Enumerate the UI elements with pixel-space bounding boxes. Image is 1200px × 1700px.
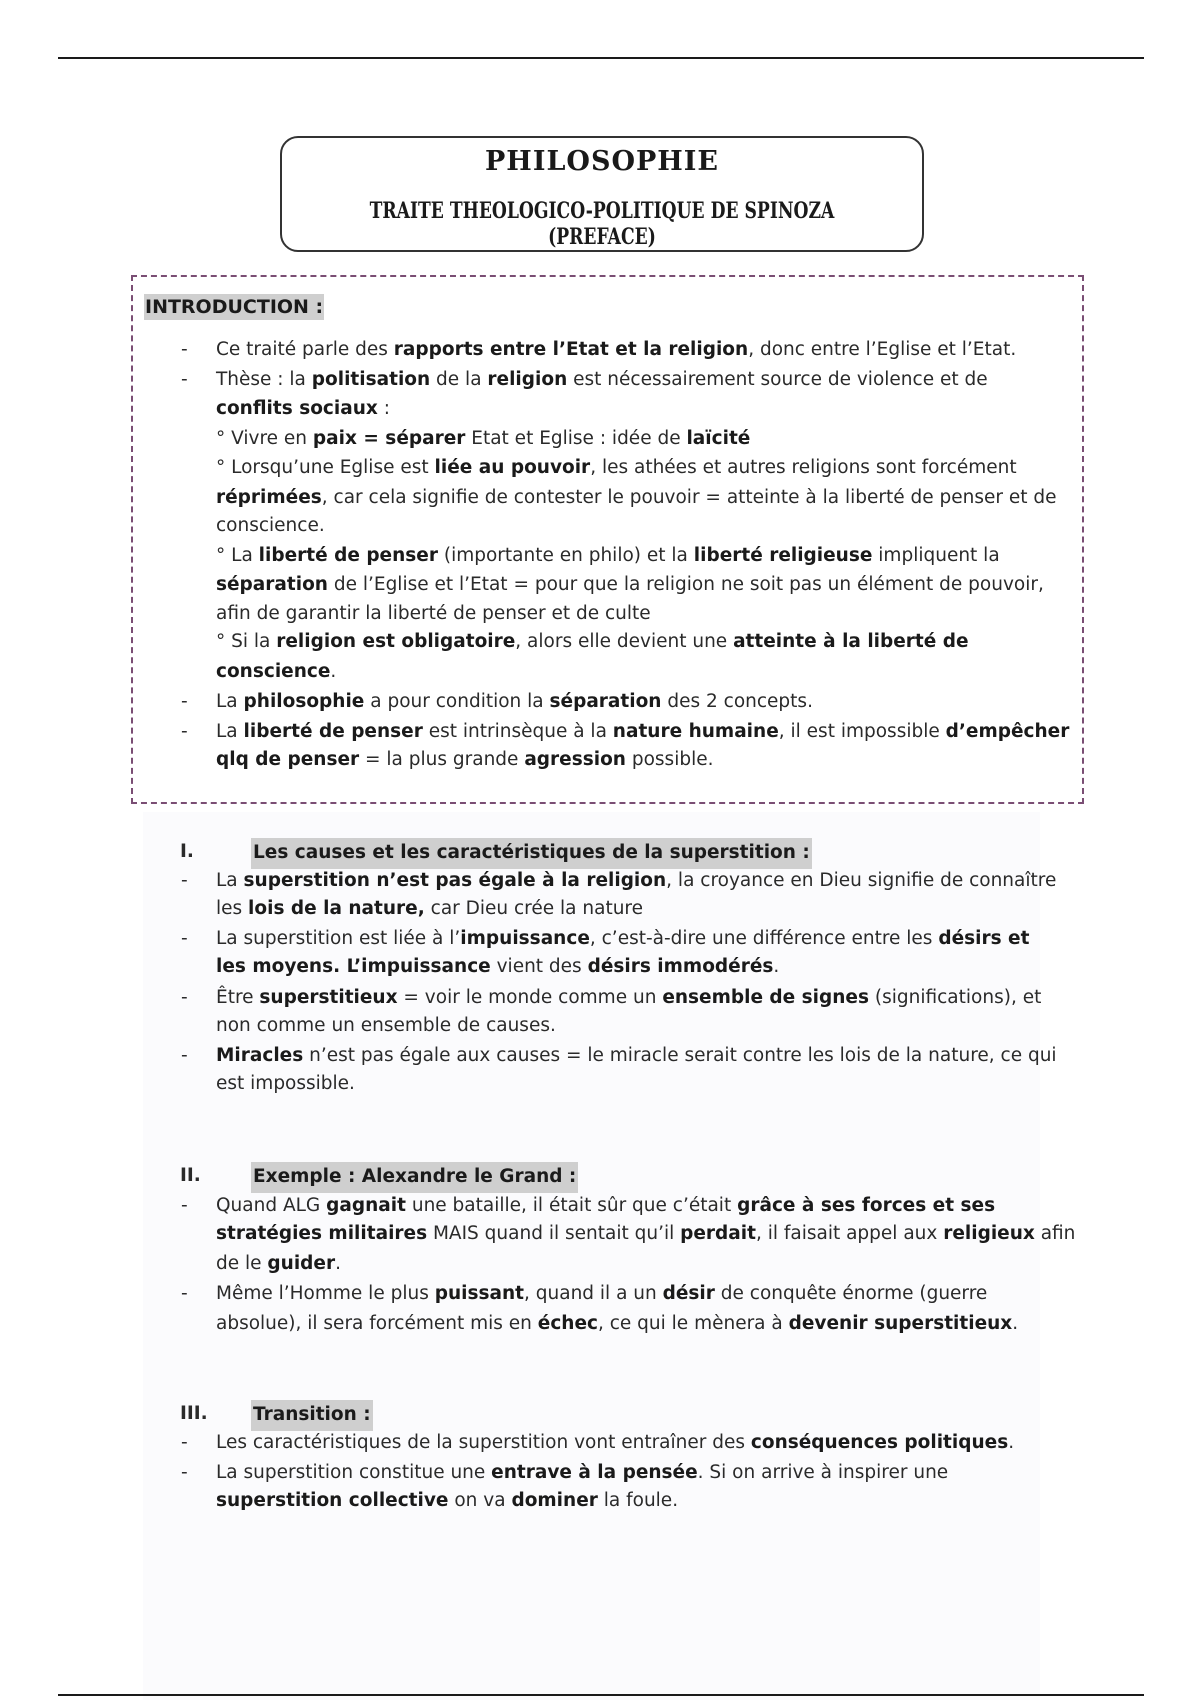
section-title: Exemple : Alexandre le Grand : bbox=[251, 1162, 578, 1193]
text: la foule. bbox=[597, 1490, 679, 1511]
bold-text: religion bbox=[487, 369, 568, 390]
text: afin bbox=[1034, 1223, 1076, 1244]
bold-text: ensemble de signes bbox=[662, 987, 869, 1008]
bold-text: désirs et bbox=[938, 928, 1030, 949]
section-numeral: I. bbox=[180, 841, 194, 862]
section-line bbox=[216, 1220, 1075, 1249]
intro-line bbox=[216, 658, 336, 687]
text: des 2 concepts. bbox=[661, 691, 813, 712]
section-line bbox=[216, 1250, 341, 1279]
text: Quand ALG bbox=[216, 1195, 327, 1216]
text: MAIS quand il sentait qu’il bbox=[427, 1223, 681, 1244]
bullet: - bbox=[181, 1195, 188, 1216]
bullet: - bbox=[181, 1045, 188, 1066]
section-line bbox=[216, 984, 1041, 1013]
bullet: - bbox=[181, 691, 188, 712]
text: Ce traité parle des bbox=[216, 339, 394, 360]
section-line bbox=[216, 1042, 1057, 1071]
text: n’est pas égale aux causes = le miracle serait contre les lois de la nature, ce qui bbox=[303, 1045, 1057, 1066]
bold-text: conséquences politiques bbox=[750, 1432, 1009, 1453]
text: a pour condition la bbox=[364, 691, 550, 712]
bold-text: superstitieux bbox=[259, 987, 398, 1008]
text: de l’Eglise et l’Etat = pour que la religion ne soit pas un élément de pouvoir, bbox=[327, 574, 1044, 595]
bottom-rule bbox=[58, 1694, 1144, 1696]
text: , donc entre l’Eglise et l’Etat. bbox=[748, 339, 1017, 360]
bold-text: philosophie bbox=[243, 691, 365, 712]
intro-line bbox=[216, 688, 813, 717]
bold-text: impuissance bbox=[460, 928, 590, 949]
bold-text: gagnait bbox=[326, 1195, 406, 1216]
bold-text: entrave à la pensée bbox=[491, 1462, 698, 1483]
bullet: - bbox=[181, 1462, 188, 1483]
bold-text: rapports entre l’Etat et la religion bbox=[393, 339, 749, 360]
bold-text: guider bbox=[267, 1253, 336, 1274]
section-line bbox=[216, 1192, 995, 1221]
section-title: Transition : bbox=[251, 1400, 373, 1431]
bold-text: liberté de penser bbox=[258, 545, 438, 566]
bold-text: nature humaine bbox=[612, 721, 779, 742]
section-line bbox=[216, 1487, 678, 1516]
text: . bbox=[1012, 1313, 1019, 1334]
bold-text: politisation bbox=[311, 369, 431, 390]
text: . bbox=[773, 956, 780, 977]
bullet: - bbox=[181, 987, 188, 1008]
text: Être bbox=[216, 987, 260, 1008]
text: = la plus grande bbox=[359, 749, 525, 770]
text: vient des bbox=[490, 956, 588, 977]
top-rule bbox=[58, 57, 1144, 59]
subject-title: PHILOSOPHIE bbox=[485, 146, 719, 177]
text: , car cela signifie de contester le pouvoir = atteinte à la liberté de penser et de bbox=[321, 487, 1057, 508]
intro-line bbox=[216, 336, 1016, 365]
intro-line bbox=[216, 718, 1069, 747]
bold-text: stratégies militaires bbox=[216, 1223, 428, 1244]
intro-line bbox=[216, 512, 325, 541]
text: ° Si la bbox=[216, 631, 277, 652]
text: afin de garantir la liberté de penser et de culte bbox=[216, 603, 651, 624]
bold-text: séparation bbox=[216, 574, 328, 595]
text: absolue), il sera forcément mis en bbox=[216, 1313, 538, 1334]
section-title: Les causes et les caractéristiques de la superstition : bbox=[251, 838, 812, 869]
section-line bbox=[216, 1429, 1014, 1458]
document-title: TRAITE THEOLOGICO-POLITIQUE DE SPINOZA (PREFACE) bbox=[369, 198, 835, 250]
bullet: - bbox=[181, 870, 188, 891]
bold-text: atteinte à la liberté de bbox=[733, 631, 969, 652]
bullet: - bbox=[181, 369, 188, 390]
text: de le bbox=[216, 1253, 268, 1274]
text: La superstition est liée à l’ bbox=[216, 928, 461, 949]
text: de la bbox=[430, 369, 488, 390]
bullet: - bbox=[181, 339, 188, 360]
text: ° Vivre en bbox=[216, 428, 313, 449]
bold-text: d’empêcher bbox=[945, 721, 1070, 742]
bold-text: puissant bbox=[434, 1283, 524, 1304]
bold-text: liberté de penser bbox=[243, 721, 423, 742]
bold-text: religieux bbox=[943, 1223, 1035, 1244]
text: est intrinsèque à la bbox=[422, 721, 613, 742]
text: Etat et Eglise : idée de bbox=[465, 428, 687, 449]
text: Les caractéristiques de la superstition vont entraîner des bbox=[216, 1432, 751, 1453]
text: possible. bbox=[625, 749, 714, 770]
section-numeral: II. bbox=[180, 1165, 201, 1186]
text: = voir le monde comme un bbox=[397, 987, 663, 1008]
text: , quand il a un bbox=[524, 1283, 663, 1304]
text: de conquête énorme (guerre bbox=[714, 1283, 988, 1304]
bold-text: laïcité bbox=[686, 428, 751, 449]
intro-line bbox=[216, 484, 1057, 513]
bold-text: liée au pouvoir bbox=[434, 457, 591, 478]
text: La bbox=[216, 721, 244, 742]
bullet: - bbox=[181, 721, 188, 742]
section-line bbox=[216, 1070, 355, 1099]
text: , c’est-à-dire une différence entre les bbox=[589, 928, 939, 949]
bullet: - bbox=[181, 1432, 188, 1453]
bold-text: superstition collective bbox=[216, 1490, 449, 1511]
text: les bbox=[216, 898, 249, 919]
bold-text: désir bbox=[662, 1283, 715, 1304]
bold-text: conscience bbox=[216, 661, 331, 682]
text: (importante en philo) et la bbox=[437, 545, 694, 566]
text: La bbox=[216, 691, 244, 712]
text: . bbox=[330, 661, 337, 682]
bold-text: grâce à ses forces et ses bbox=[737, 1195, 996, 1216]
bold-text: séparation bbox=[549, 691, 662, 712]
title-box bbox=[280, 136, 924, 252]
bold-text: perdait bbox=[680, 1223, 756, 1244]
text: , il est impossible bbox=[778, 721, 946, 742]
text: conscience. bbox=[216, 515, 325, 536]
text: La superstition constitue une bbox=[216, 1462, 492, 1483]
intro-line bbox=[216, 395, 390, 424]
text: , la croyance en Dieu signifie de connaître bbox=[666, 870, 1057, 891]
intro-line bbox=[216, 425, 750, 454]
text: Même l’Homme le plus bbox=[216, 1283, 435, 1304]
bullet: - bbox=[181, 1283, 188, 1304]
intro-line bbox=[216, 746, 713, 775]
text: , il faisait appel aux bbox=[755, 1223, 944, 1244]
bold-text: les moyens. L’impuissance bbox=[216, 956, 491, 977]
text: une bataille, il était sûr que c’était bbox=[405, 1195, 738, 1216]
bold-text: échec bbox=[537, 1313, 598, 1334]
text: on va bbox=[448, 1490, 512, 1511]
bold-text: religion est obligatoire bbox=[276, 631, 516, 652]
bold-text: Miracles bbox=[216, 1045, 304, 1066]
text: . bbox=[335, 1253, 341, 1274]
text: ° Lorsqu’une Eglise est bbox=[216, 457, 435, 478]
text: car Dieu crée la nature bbox=[424, 898, 644, 919]
bold-text: conflits sociaux bbox=[216, 398, 378, 419]
bold-text: superstition n’est pas égale à la religion bbox=[243, 870, 667, 891]
bold-text: liberté religieuse bbox=[693, 545, 873, 566]
bold-text: agression bbox=[524, 749, 626, 770]
text: non comme un ensemble de causes. bbox=[216, 1015, 556, 1036]
intro-line bbox=[216, 628, 969, 657]
bold-text: paix = séparer bbox=[312, 428, 466, 449]
text: Thèse : la bbox=[216, 369, 312, 390]
bold-text: qlq de penser bbox=[216, 749, 360, 770]
section-line bbox=[216, 1012, 556, 1041]
text: (significations), et bbox=[869, 987, 1042, 1008]
section-line bbox=[216, 1459, 948, 1488]
text: . bbox=[1008, 1432, 1015, 1453]
introduction-label: INTRODUCTION : bbox=[145, 296, 324, 318]
intro-line bbox=[216, 542, 1000, 571]
section-line bbox=[216, 1310, 1018, 1339]
text: ° La bbox=[216, 545, 259, 566]
bold-text: réprimées bbox=[216, 487, 322, 508]
text: , alors elle devient une bbox=[515, 631, 734, 652]
text: est impossible. bbox=[216, 1073, 355, 1094]
section-line bbox=[216, 925, 1029, 954]
section-line bbox=[216, 895, 643, 924]
intro-line bbox=[216, 600, 651, 629]
bullet: - bbox=[181, 928, 188, 949]
intro-line bbox=[216, 571, 1044, 600]
section-numeral: III. bbox=[180, 1403, 208, 1424]
text: impliquent la bbox=[872, 545, 1000, 566]
text: est nécessairement source de violence et de bbox=[567, 369, 988, 390]
text: La bbox=[216, 870, 244, 891]
text: : bbox=[377, 398, 390, 419]
bold-text: désirs immodérés bbox=[587, 956, 774, 977]
intro-line bbox=[216, 454, 1017, 483]
text: , les athées et autres religions sont forcément bbox=[590, 457, 1017, 478]
section-line bbox=[216, 1280, 987, 1309]
section-line bbox=[216, 953, 779, 982]
text: , ce qui le mènera à bbox=[597, 1313, 789, 1334]
bold-text: dominer bbox=[511, 1490, 598, 1511]
text: . Si on arrive à inspirer une bbox=[697, 1462, 949, 1483]
bold-text: devenir superstitieux bbox=[788, 1313, 1013, 1334]
intro-line bbox=[216, 366, 988, 395]
bold-text: lois de la nature, bbox=[248, 898, 425, 919]
section-line bbox=[216, 867, 1056, 896]
